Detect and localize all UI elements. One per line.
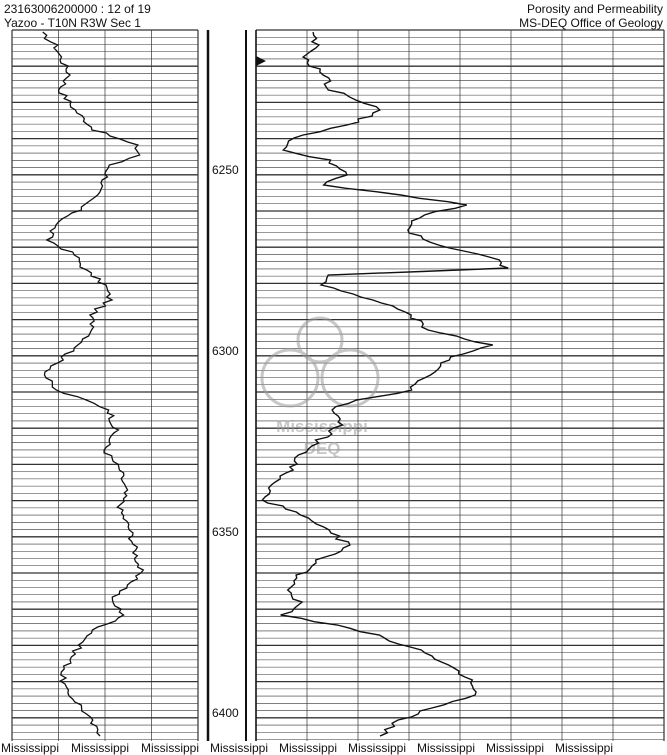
well-location: Yazoo - T10N R3W Sec 1 (4, 16, 141, 30)
footer-label: Mississippi (417, 741, 476, 755)
footer-label: Mississippi (71, 741, 130, 755)
watermark-line2: DEQ (303, 439, 341, 458)
watermark-line1: Mississippi (276, 417, 368, 436)
footer-label: Mississippi (1, 741, 60, 755)
agency-name: MS-DEQ Office of Geology (519, 16, 663, 30)
footer-label: Mississippi (348, 741, 407, 755)
footer-label: Mississippi (555, 741, 614, 755)
depth-marker-icon (256, 56, 266, 66)
footer-label: Mississippi (279, 741, 338, 755)
footer-label: Mississippi (210, 741, 269, 755)
log-title: Porosity and Permeability (526, 2, 663, 16)
left-track-grid (12, 30, 198, 741)
depth-column (208, 30, 266, 741)
footer-label: Mississippi (486, 741, 545, 755)
well-id: 23163006200000 : 12 of 19 (4, 2, 151, 16)
footer-label: Mississippi (141, 741, 200, 755)
footer-strip (0, 741, 667, 755)
watermark (262, 318, 378, 458)
right-log-curve (262, 32, 508, 736)
depth-label-6350: 6350 (212, 525, 239, 539)
depth-label-6300: 6300 (212, 344, 239, 358)
depth-label-6250: 6250 (212, 163, 239, 177)
left-log-curve (43, 32, 144, 736)
depth-label-6400: 6400 (212, 706, 239, 720)
